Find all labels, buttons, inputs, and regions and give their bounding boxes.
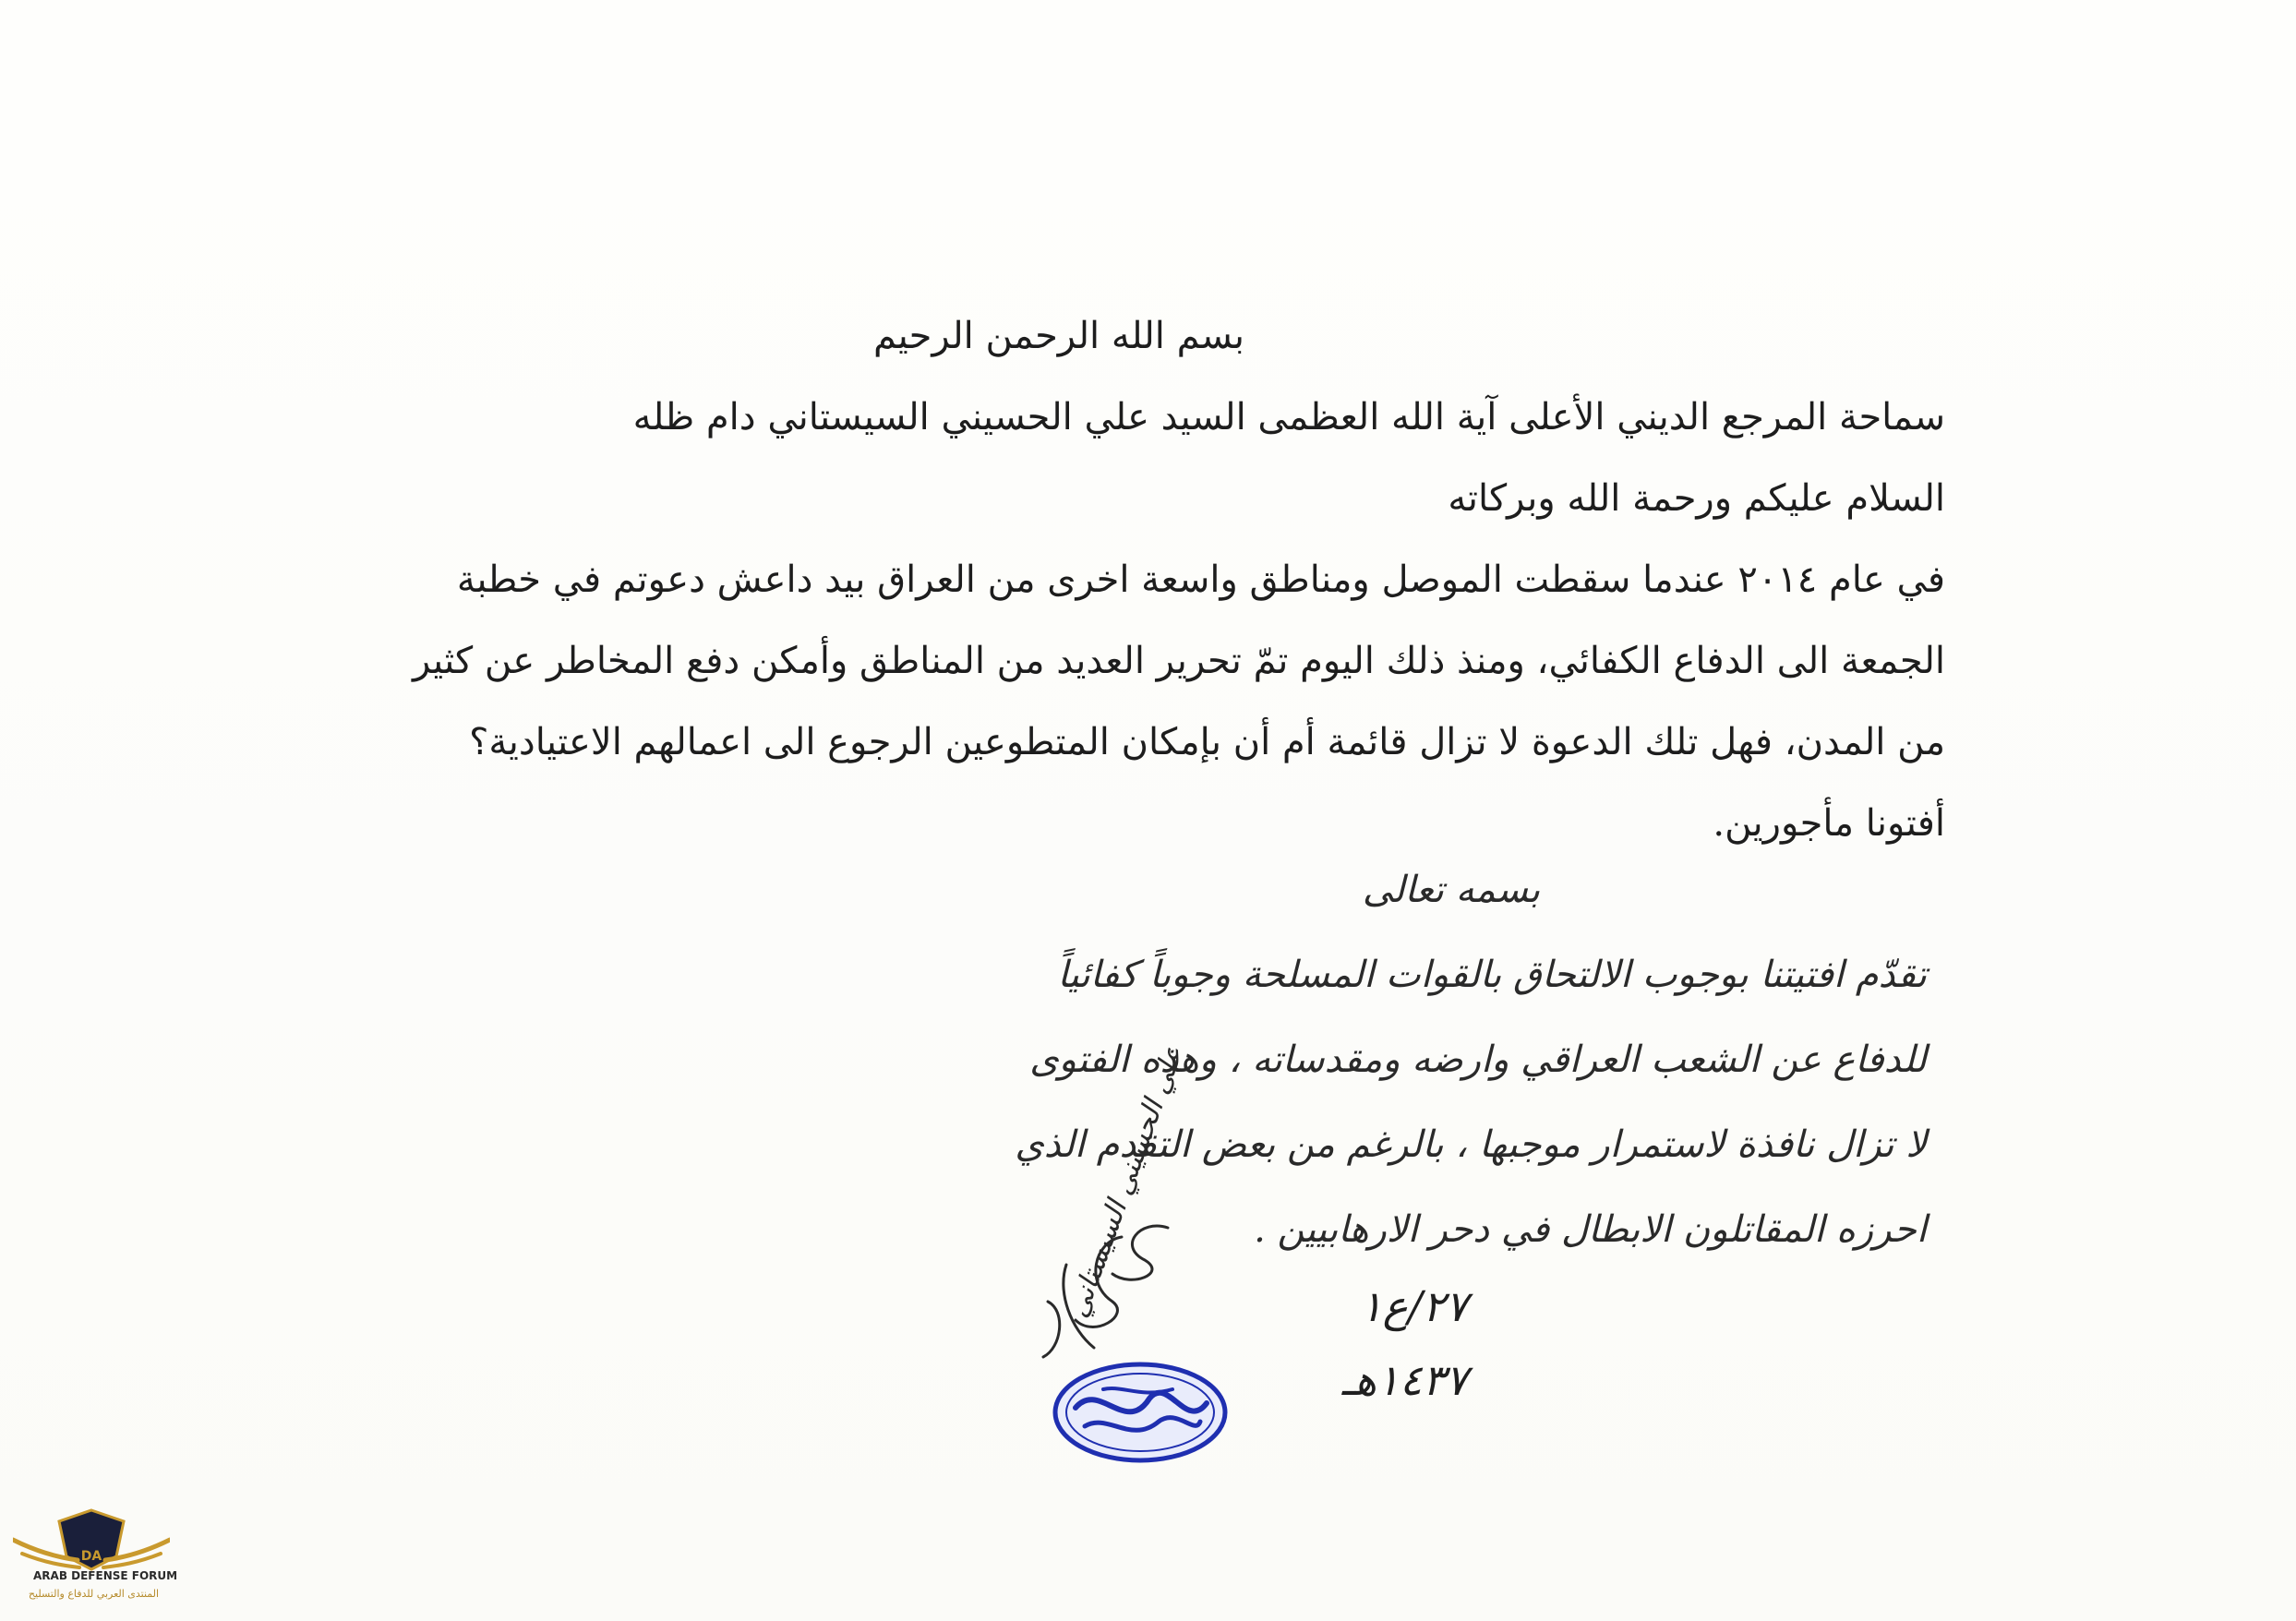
typed-question	[320, 295, 1945, 864]
forum-monogram: DA	[80, 1549, 102, 1564]
official-seal	[1048, 1357, 1232, 1468]
date-day-month: ٢٧/ع١	[1359, 1281, 1468, 1331]
handwritten-answer	[791, 847, 1927, 1272]
question-line-4: أفتونا مأجورين.	[1713, 802, 1945, 845]
forum-label-en: ARAB DEFENSE FORUM	[33, 1569, 178, 1582]
answer-heading: بسمه تعالى	[1362, 869, 1541, 911]
answer-line-4: احرزه المقاتلون الابطال في دحر الارهابيين .	[1254, 1208, 1927, 1251]
answer-line-1: تقدّم افتيتنا بوجوب الالتحاق بالقوات المسلحة وجوباً كفائياً	[1057, 954, 1927, 996]
question-line-2: الجمعة الى الدفاع الكفائي، ومنذ ذلك اليوم تمّ تحرير العديد من المناطق وأمكن دفع المخاطر عن كثير	[412, 640, 1945, 682]
question-line-1: في عام ٢٠١٤ عندما سقطت الموصل ومناطق واسعة اخرى من العراق بيد داعش دعوتم في خطبة	[456, 558, 1945, 601]
forum-logo	[13, 1503, 170, 1617]
answer-date	[1256, 1269, 1468, 1417]
greeting-line: السلام عليكم ورحمة الله وبركاته	[1448, 477, 1945, 520]
basmala: بسم الله الرحمن الرحيم	[872, 315, 1245, 357]
date-year: ١٤٣٧هـ	[1341, 1355, 1468, 1405]
question-line-3: من المدن، فهل تلك الدعوة لا تزال قائمة أم أن بإمكان المتطوعين الرجوع الى اعمالهم الاعتيادية؟	[469, 721, 1945, 763]
answer-line-2: للدفاع عن الشعب العراقي وارضه ومقدساته ، وهذه الفتوى	[1029, 1039, 1927, 1081]
forum-label-ar: المنتدى العربي للدفاع والتسليح	[28, 1588, 160, 1600]
answer-line-3: لا تزال نافذة لاستمرار موجبها ، بالرغم من بعض التقدم الذي	[1015, 1123, 1927, 1166]
addressee-line: سماحة المرجع الديني الأعلى آية الله العظمى السيد علي الحسيني السيستاني دام ظله	[632, 396, 1945, 438]
signature-name: علي الحسيني السيستاني	[1062, 1041, 1190, 1322]
